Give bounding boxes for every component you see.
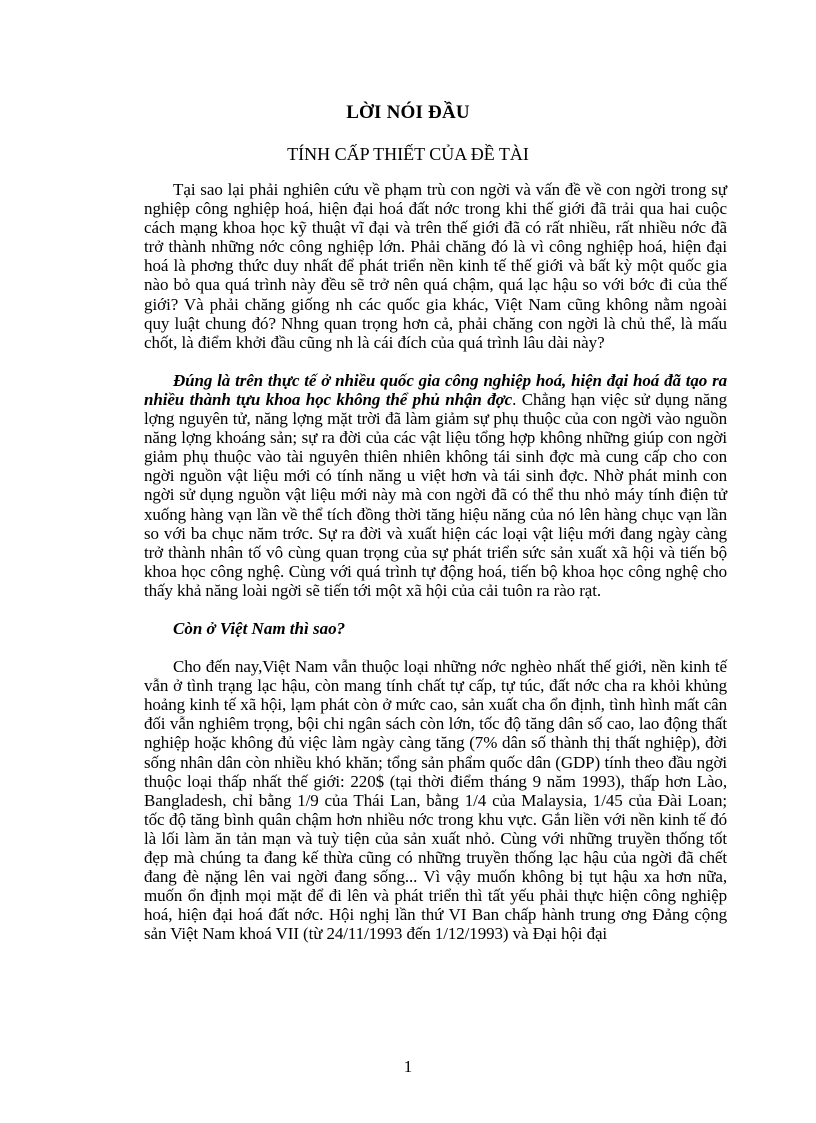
- page-title: LỜI NÓI ĐẦU: [346, 102, 470, 123]
- page-number: 1: [403, 1057, 413, 1076]
- section-heading-vietnam: Còn ở Việt Nam thì sao?: [173, 618, 346, 638]
- paragraph-intro: Tại sao lại phải nghiên cứu về phạm trù con ngời và vấn đề về con ngời trong sự nghiệp công nghiệp hoá, hiện đại hoá đất nớc trong khi thế giới đã trải qua hai cuộc cách mạng khoa học kỹ thuật vĩ đại và trên thế giới đã có rất nhiều, rất nhiều nớc đã trở thành những nớc công nghiệp lớn. Phải chăng đó là vì công nghiệp hoá, hiện đại hoá là phơng thức duy nhất để phát triển nền kinh tế thế giới và bất kỳ một quốc gia nào bỏ qua quá trình này đều sẽ trở nên quá chậm, quá lạc hậu so với bớc đi của thế giới? Và phải chăng giống nh các quốc gia khác, Việt Nam cũng không nằm ngoài quy luật chung đó? Nhng quan trọng hơn cả, phải chăng con ngời là chủ thể, là mấu chốt, là điểm khởi đầu cũng nh là cái đích của quá trình lâu dài này?: [144, 180, 727, 352]
- paragraph-vietnam: Cho đến nay,Việt Nam vẫn thuộc loại những nớc nghèo nhất thế giới, nền kinh tế vẫn ở tình trạng lạc hậu, còn mang tính chất tự cấp, tự túc, đất nớc cha ra khỏi khủng hoảng kinh tế xã hội, lạm phát còn ở mức cao, sản xuất cha ổn định, tình hình mất cân đối vẫn nghiêm trọng, bội chi ngân sách còn lớn, tốc độ tăng dân số cao, lao động thất nghiệp hoặc không đủ việc làm ngày càng tăng (7% dân số thành thị thất nghiệp), đời sống nhân dân còn nhiều khó khăn; tổng sản phẩm quốc dân (GDP) tính theo đầu ngời thuộc loại thấp nhất thế giới: 220$ (tại thời điểm tháng 9 năm 1993), thấp hơn Lào, Bangladesh, chỉ bằng 1/9 của Thái Lan, bằng 1/4 của Malaysia, 1/45 của Đài Loan; tốc độ tăng bình quân chậm hơn nhiều nớc trong khu vực. Gắn liền với nền kinh tế đó là lối làm ăn tản mạn và tuỳ tiện của sản xuất nhỏ. Cùng với những truyền thống tốt đẹp mà chúng ta đang kế thừa cũng có những truyền thống lạc hậu của ngời đã chết đang đè nặng lên vai ngời đang sống... Vì vậy muốn không bị tụt hậu xa hơn nữa, muốn ổn định mọi mặt để đi lên và phát triển thì tất yếu phải thực hiện công nghiệp hoá, hiện đại hoá đất nớc. Hội nghị lần thứ VI Ban chấp hành trung ơng Đảng cộng sản Việt Nam khoá VII (từ 24/11/1993 đến 1/12/1993) và Đại hội đại: [144, 657, 727, 944]
- document-body: [144, 180, 727, 943]
- paragraph-achievements: [144, 371, 727, 600]
- page-subtitle: TÍNH CẤP THIẾT CỦA ĐỀ TÀI: [287, 144, 529, 164]
- paragraph-achievements-text: . Chẳng hạn việc sử dụng năng lợng nguyên tử, năng lợng mặt trời đã làm giảm sự phụ thuộc của con ngời vào nguồn năng lợng khoáng sản; sự ra đời của các vật liệu tổng hợp không những giúp con ngời giảm phụ thuộc vào tài nguyên thiên nhiên không tái sinh đợc mà cung cấp cho con ngời nguồn vật liệu mới có tính năng u việt hơn và tái sinh đợc. Nhờ phát minh con ngời sử dụng nguồn vật liệu mới này mà con ngời đã có thể thu nhỏ máy tính điện tử xuống hàng vạn lần về thể tích đồng thời tăng hiệu năng của nó lên hàng chục vạn lần so với ba chục năm trớc. Sự ra đời và xuất hiện các loại vật liệu mới đang ngày càng trở thành nhân tố vô cùng quan trọng của sự phát triển sức sản xuất xã hội và tiến bộ khoa học công nghệ. Cùng với quá trình tự động hoá, tiến bộ khoa học công nghệ cho thấy khả năng loài ngời sẽ tiến tới một xã hội của cải tuôn ra rào rạt.: [144, 389, 727, 600]
- paragraph-achievements-lead: Đúng là trên thực tế ở nhiều quốc gia công nghiệp hoá, hiện đại hoá đã tạo ra nhiều thành tựu khoa học không thể phủ nhận đợc: [144, 370, 727, 409]
